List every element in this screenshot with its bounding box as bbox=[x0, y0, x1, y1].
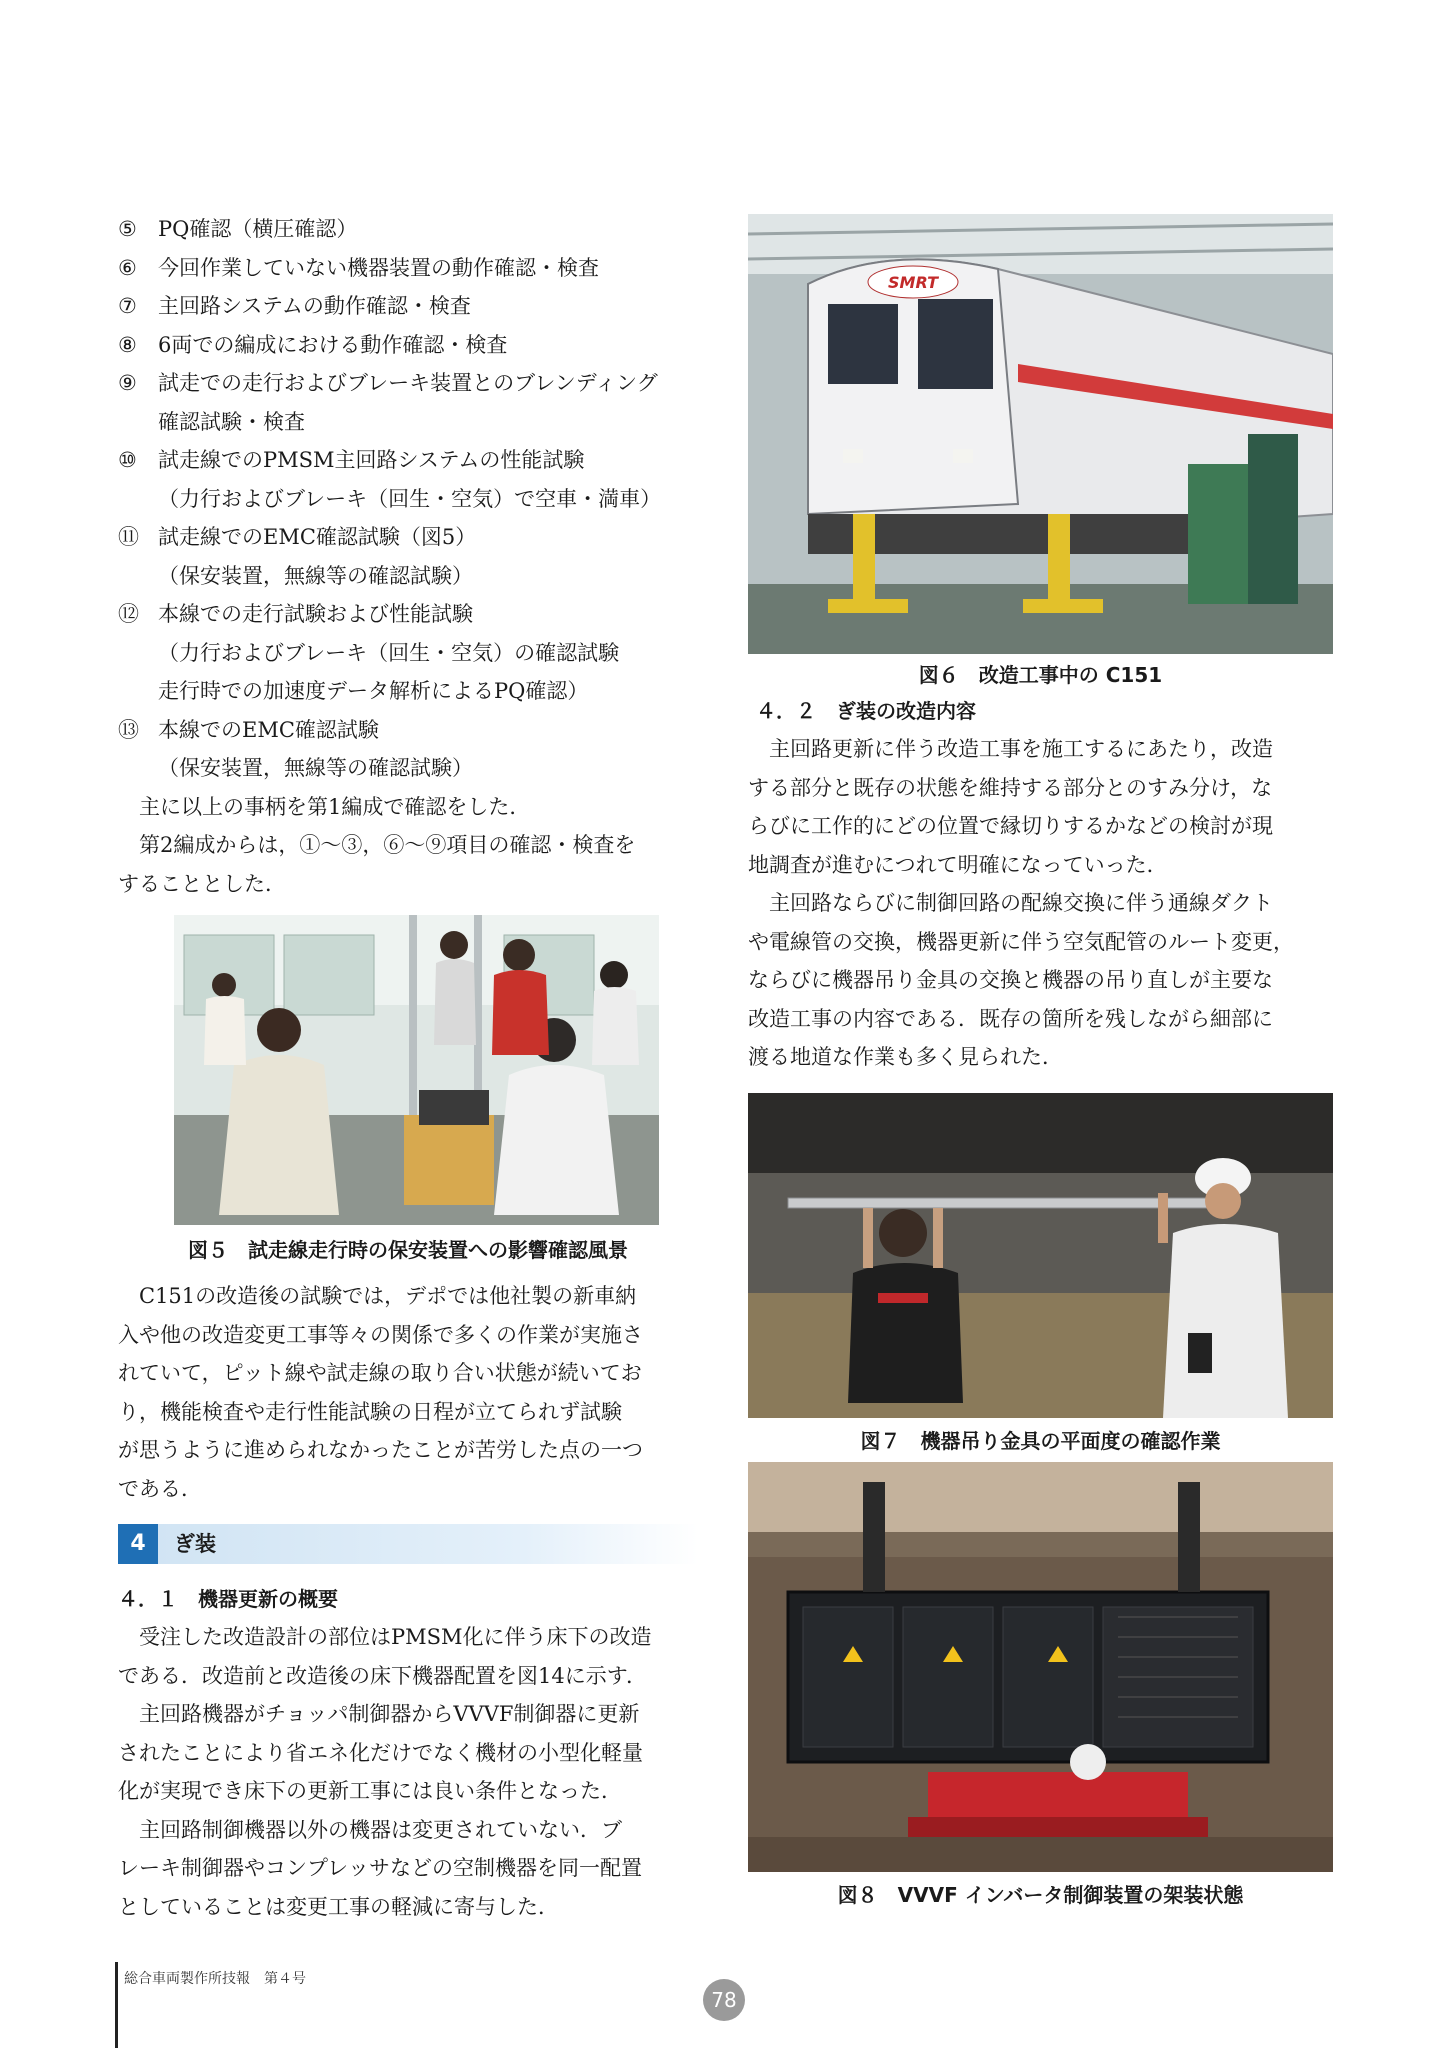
text-line: 受注した改造設計の部位はPMSM化に伴う床下の改造 bbox=[139, 1625, 652, 1649]
list-item bbox=[118, 210, 698, 249]
list-item-text: 本線でのEMC確認試験 bbox=[158, 717, 379, 742]
section-heading bbox=[118, 1524, 698, 1564]
list-item-text: 主回路システムの動作確認・検査 bbox=[158, 294, 471, 318]
subsection-heading: ４．２ ぎ装の改造内容 bbox=[756, 699, 976, 723]
list-item-text: 試走線でのPMSM主回路システムの性能試験 bbox=[158, 448, 585, 472]
list-item-number: ⑤ bbox=[118, 217, 137, 241]
page-number: 78 bbox=[703, 1979, 745, 2021]
list-item bbox=[118, 249, 698, 288]
list-item bbox=[118, 441, 698, 480]
list-item-number: ⑨ bbox=[118, 371, 137, 395]
list-item bbox=[118, 287, 698, 326]
list-item bbox=[118, 326, 698, 365]
list-item bbox=[118, 595, 698, 634]
figure-6-caption: 図６ 改造工事中の C151 bbox=[918, 663, 1163, 687]
text-line: 主回路制御機器以外の機器は変更されていない．ブ bbox=[139, 1817, 622, 1842]
list-item-text: PQ確認（横圧確認） bbox=[158, 217, 358, 241]
text-line: されたことにより省エネ化だけでなく機材の小型化軽量 bbox=[118, 1740, 643, 1765]
train-interior-test-scene bbox=[174, 915, 659, 1225]
text-line: である．改造前と改造後の床下機器配置を図14に示す． bbox=[118, 1663, 648, 1688]
paragraph bbox=[748, 884, 1333, 1077]
paragraph bbox=[118, 1811, 698, 1927]
underfloor-measurement-photo bbox=[748, 1093, 1333, 1418]
list-item-continuation: （保安装置，無線等の確認試験） bbox=[158, 756, 473, 780]
text-line: としていることは変更工事の軽減に寄与した． bbox=[118, 1894, 559, 1919]
list-item-number: ⑧ bbox=[118, 332, 137, 357]
text-line: する部分と既存の状態を維持する部分とのすみ分け，な bbox=[748, 775, 1273, 800]
footer-rule bbox=[115, 1962, 118, 2048]
left-column bbox=[118, 210, 698, 1926]
list-item-continuation: 走行時での加速度データ解析によるPQ確認） bbox=[158, 679, 589, 703]
list-item bbox=[118, 711, 698, 750]
list-item-text: 試走での走行およびブレーキ装置とのブレンディング bbox=[158, 371, 658, 395]
list-item bbox=[118, 364, 698, 403]
text-line: らびに工作的にどの位置で縁切りするかなどの検討が現 bbox=[748, 814, 1273, 838]
text-line: ならびに機器吊り金具の交換と機器の吊り直しが主要な bbox=[748, 968, 1273, 992]
text-line: である． bbox=[118, 1476, 202, 1501]
train-on-jacks-photo bbox=[748, 214, 1333, 654]
test-item-list bbox=[118, 210, 698, 788]
figure-8-photo bbox=[748, 1462, 1333, 1872]
right-column bbox=[748, 214, 1333, 1910]
list-item-text: 本線での走行試験および性能試験 bbox=[158, 602, 473, 626]
paragraph bbox=[118, 1695, 698, 1811]
paragraph bbox=[118, 1277, 698, 1508]
vvvf-inverter-mounted-photo bbox=[748, 1462, 1333, 1872]
list-item-number: ⑫ bbox=[118, 602, 139, 626]
figure-6-photo bbox=[748, 214, 1333, 654]
text-line: 入や他の改造変更工事等々の関係で多くの作業が実施さ bbox=[118, 1322, 643, 1347]
journal-title: 総合車両製作所技報 第４号 bbox=[124, 1971, 306, 1987]
text-line: C151の改造後の試験では，デポでは他社製の新車納 bbox=[139, 1284, 637, 1308]
list-item-continuation: （力行およびブレーキ（回生・空気）の確認試験 bbox=[158, 640, 620, 665]
figure-5-photo bbox=[174, 915, 659, 1225]
list-item-number: ⑬ bbox=[118, 717, 139, 742]
text-line: 主回路機器がチョッパ制御器からVVVF制御器に更新 bbox=[139, 1702, 640, 1726]
paragraph bbox=[118, 826, 698, 903]
text-line: が思うように進められなかったことが苦労した点の一つ bbox=[118, 1438, 643, 1462]
list-item-continuation: （保安装置，無線等の確認試験） bbox=[158, 563, 473, 588]
text-line: や電線管の交換，機器更新に伴う空気配管のルート変更， bbox=[748, 929, 1294, 954]
text-line: 改造工事の内容である．既存の箇所を残しながら細部に bbox=[748, 1006, 1273, 1031]
list-item-number: ⑩ bbox=[118, 448, 137, 472]
text-line: 化が実現でき床下の更新工事には良い条件となった． bbox=[118, 1779, 622, 1803]
text-line: 渡る地道な作業も多く見られた． bbox=[748, 1045, 1063, 1069]
list-item-number: ⑦ bbox=[118, 294, 137, 318]
list-item-text: 今回作業していない機器装置の動作確認・検査 bbox=[158, 255, 599, 280]
text-line: り，機能検査や走行性能試験の日程が立てられず試験 bbox=[118, 1399, 622, 1424]
figure-7-caption: 図７ 機器吊り金具の平面度の確認作業 bbox=[860, 1428, 1221, 1453]
text-line: 主回路更新に伴う改造工事を施工するにあたり，改造 bbox=[769, 737, 1273, 761]
paragraph bbox=[748, 730, 1333, 884]
list-item-text: 6両での編成における動作確認・検査 bbox=[158, 332, 508, 357]
list-item bbox=[118, 518, 698, 557]
subsection-heading: ４．１ 機器更新の概要 bbox=[118, 1587, 338, 1611]
text-line: レーキ制御器やコンプレッサなどの空制機器を同一配置 bbox=[118, 1856, 642, 1880]
paragraph bbox=[118, 1618, 698, 1695]
list-item-continuation: （力行およびブレーキ（回生・空気）で空車・満車） bbox=[158, 486, 662, 511]
list-item-continuation: 確認試験・検査 bbox=[158, 409, 305, 434]
figure-5-caption: 図５ 試走線走行時の保安装置への影響確認風景 bbox=[188, 1238, 628, 1262]
text-line: 主回路ならびに制御回路の配線交換に伴う通線ダクト bbox=[769, 891, 1273, 915]
figure-8-caption: 図８ VVVF インバータ制御装置の架装状態 bbox=[837, 1882, 1244, 1907]
list-item-text: 試走線でのEMC確認試験（図5） bbox=[158, 525, 477, 549]
paragraph bbox=[118, 788, 698, 827]
text-line: 第2編成からは，①〜③，⑥〜⑨項目の確認・検査を bbox=[139, 833, 636, 857]
train-logo: SMRT bbox=[888, 273, 938, 292]
text-line: 地調査が進むにつれて明確になっていった． bbox=[748, 852, 1168, 877]
figure-7-photo bbox=[748, 1093, 1333, 1418]
text-line: れていて，ピット線や試走線の取り合い状態が続いてお bbox=[118, 1361, 642, 1385]
section-number: 4 bbox=[118, 1524, 158, 1564]
text-line: することとした． bbox=[118, 871, 286, 896]
list-item-number: ⑥ bbox=[118, 255, 137, 280]
text-line: 主に以上の事柄を第1編成で確認をした． bbox=[139, 794, 531, 819]
section-title: ぎ装 bbox=[174, 1532, 216, 1556]
list-item-number: ⑪ bbox=[118, 525, 139, 549]
